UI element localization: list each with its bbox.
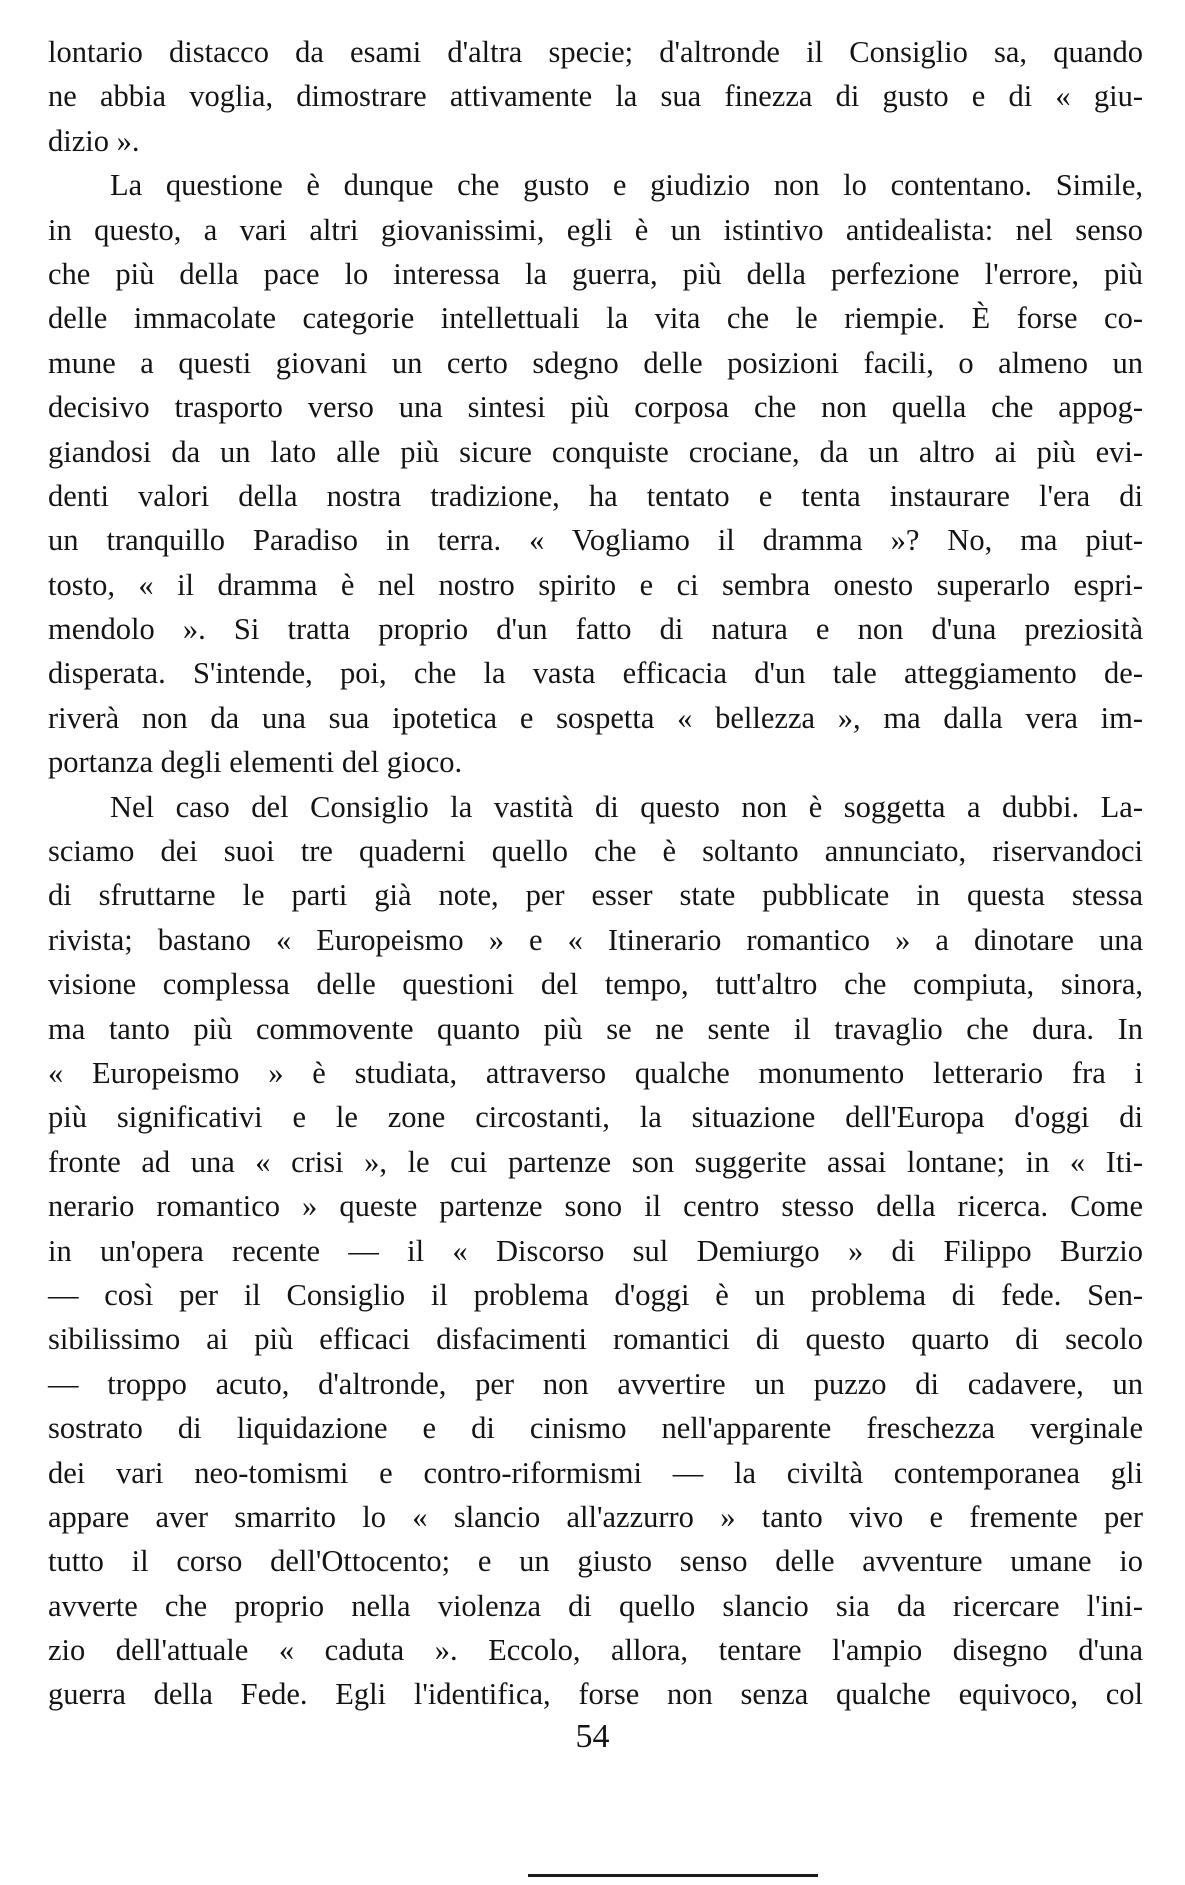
text-line: mune a questi giovani un certo sdegno delle posizioni facili, o almeno un bbox=[48, 345, 1143, 380]
text-line: visione complessa delle questioni del tempo, tutt'altro che compiuta, sinora, bbox=[48, 967, 1143, 1002]
text-line: tutto il corso dell'Ottocento; e un giusto senso delle avventure umane io bbox=[48, 1544, 1143, 1579]
text-line: ne abbia voglia, dimostrare attivamente la sua finezza di gusto e di « giu- bbox=[48, 79, 1143, 114]
text-line: dei vari neo-tomismi e contro-riformismi — la civiltà contemporanea gli bbox=[48, 1455, 1143, 1490]
text-line: denti valori della nostra tradizione, ha tentato e tenta instaurare l'era di bbox=[48, 478, 1143, 513]
text-line: un tranquillo Paradiso in terra. « Vogliamo il dramma »? No, ma piut- bbox=[48, 523, 1143, 558]
text-line: sibilissimo ai più efficaci disfacimenti romantici di questo quarto di secolo bbox=[48, 1322, 1143, 1357]
text-line: « Europeismo » è studiata, attraverso qualche monumento letterario fra i bbox=[48, 1055, 1143, 1090]
text-line: zio dell'attuale « caduta ». Eccolo, allora, tentare l'ampio disegno d'una bbox=[48, 1633, 1143, 1668]
page-body bbox=[48, 30, 1143, 1717]
text-line: disperata. S'intende, poi, che la vasta efficacia d'un tale atteggiamento de- bbox=[48, 656, 1143, 691]
text-line: rivista; bastano « Europeismo » e « Itinerario romantico » a dinotare una bbox=[48, 922, 1143, 957]
text-line: dizio ». bbox=[48, 123, 140, 158]
text-line: — così per il Consiglio il problema d'oggi è un problema di fede. Sen- bbox=[48, 1277, 1143, 1312]
text-line: mendolo ». Si tratta proprio d'un fatto di natura e non d'una preziosità bbox=[48, 612, 1143, 647]
text-line: avverte che proprio nella violenza di quello slancio sia da ricercare l'ini- bbox=[48, 1588, 1143, 1623]
page-number: 54 bbox=[575, 1718, 610, 1755]
bottom-rule bbox=[528, 1874, 818, 1877]
text-line: delle immacolate categorie intellettuali la vita che le riempie. È forse co- bbox=[48, 301, 1143, 336]
text-line: Nel caso del Consiglio la vastità di questo non è soggetta a dubbi. La- bbox=[110, 789, 1143, 824]
text-line: — troppo acuto, d'altronde, per non avvertire un puzzo di cadavere, un bbox=[48, 1366, 1143, 1401]
text-line: fronte ad una « crisi », le cui partenze son suggerite assai lontane; in « Iti- bbox=[48, 1144, 1143, 1179]
text-line: appare aver smarrito lo « slancio all'azzurro » tanto vivo e fremente per bbox=[48, 1499, 1143, 1534]
text-line: La questione è dunque che gusto e giudizio non lo contentano. Simile, bbox=[110, 168, 1143, 203]
text-line: che più della pace lo interessa la guerra, più della perfezione l'errore, più bbox=[48, 256, 1143, 291]
text-line: sciamo dei suoi tre quaderni quello che è soltanto annunciato, riservandoci bbox=[48, 834, 1143, 869]
text-line: ma tanto più commovente quanto più se ne sente il travaglio che dura. In bbox=[48, 1011, 1143, 1046]
text-line: lontario distacco da esami d'altra specie; d'altronde il Consiglio sa, quando bbox=[48, 35, 1143, 69]
text-line: sostrato di liquidazione e di cinismo nell'apparente freschezza verginale bbox=[48, 1411, 1143, 1446]
text-line: riverà non da una sua ipotetica e sospetta « bellezza », ma dalla vera im- bbox=[48, 700, 1143, 735]
text-line: nerario romantico » queste partenze sono il centro stesso della ricerca. Come bbox=[48, 1189, 1143, 1224]
text-line: più significativi e le zone circostanti, la situazione dell'Europa d'oggi di bbox=[48, 1100, 1143, 1135]
text-line: giandosi da un lato alle più sicure conquiste crociane, da un altro ai più evi- bbox=[48, 434, 1143, 469]
text-line: in un'opera recente — il « Discorso sul Demiurgo » di Filippo Burzio bbox=[48, 1233, 1143, 1268]
text-line: in questo, a vari altri giovanissimi, egli è un istintivo antidealista: nel senso bbox=[48, 212, 1143, 247]
text-line: tosto, « il dramma è nel nostro spirito e ci sembra onesto superarlo espri- bbox=[48, 567, 1143, 602]
text-line: di sfruttarne le parti già note, per esser state pubblicate in questa stessa bbox=[48, 878, 1143, 913]
text-line: guerra della Fede. Egli l'identifica, forse non senza qualche equivoco, col bbox=[48, 1677, 1143, 1712]
text-line: decisivo trasporto verso una sintesi più corposa che non quella che appog- bbox=[48, 390, 1143, 425]
text-line: portanza degli elementi del gioco. bbox=[48, 745, 463, 780]
